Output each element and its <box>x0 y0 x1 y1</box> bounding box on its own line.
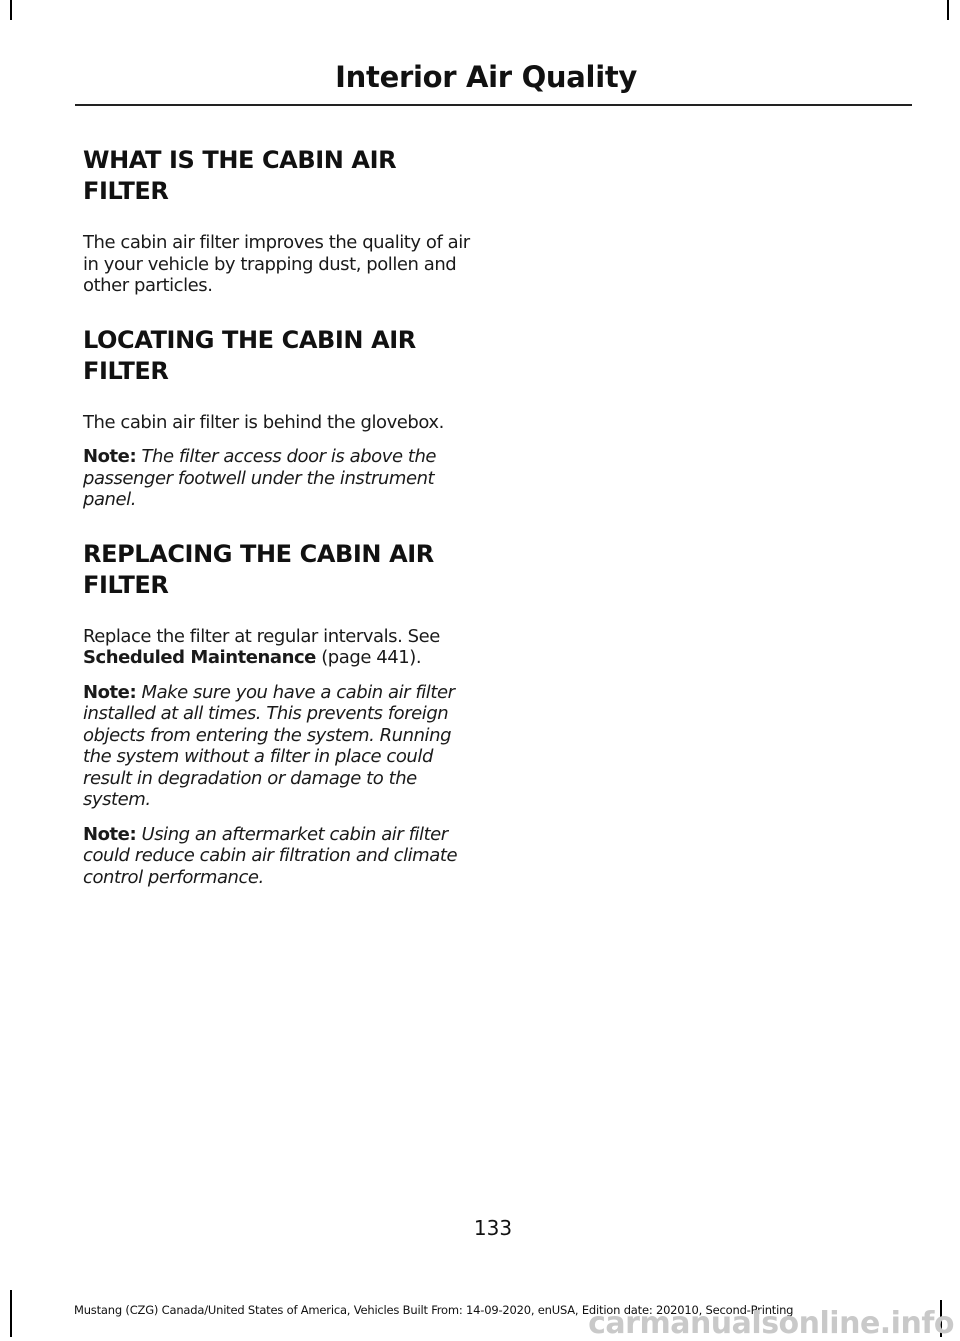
note-replacing-1 <box>83 682 478 811</box>
header-divider <box>75 104 912 106</box>
crop-mark-bottom-left <box>10 1290 12 1337</box>
note-label: Note: <box>83 446 137 467</box>
note-text: The filter access door is above the passenger footwell under the instrument panel. <box>83 446 437 510</box>
page-header-title: Interior Air Quality <box>335 60 637 94</box>
note-label: Note: <box>83 823 137 845</box>
paragraph-locating: The cabin air filter is behind the glovebox. <box>83 411 444 433</box>
heading-line: LOCATING THE CABIN AIR <box>83 325 416 354</box>
note-label: Note: <box>83 681 137 703</box>
section-heading-locating <box>83 325 478 387</box>
note-text: Make sure you have a cabin air filter installed at all times. This prevents foreign objects from entering the system. Running the system without a filter in place could result in degradation or damage to the system. <box>83 681 455 810</box>
paragraph-what-is: The cabin air filter improves the quality of air in your vehicle by trapping dust, pollen and other particles. <box>83 232 470 296</box>
heading-line: FILTER <box>83 356 169 385</box>
heading-line: WHAT IS THE CABIN AIR <box>83 146 397 174</box>
section-heading-what-is <box>83 145 478 207</box>
section-heading-replacing <box>83 539 478 601</box>
note-replacing-2 <box>83 824 478 889</box>
footer-edition-text: Mustang (CZG) Canada/United States of America, Vehicles Built From: 14-09-2020, enUSA, Edition date: 202010, Second-Printing <box>74 1303 794 1317</box>
heading-line: FILTER <box>83 570 169 599</box>
crop-mark-top-right <box>947 0 949 20</box>
heading-line: REPLACING THE CABIN AIR <box>83 539 434 568</box>
page-number: 133 <box>473 1216 513 1240</box>
note-locating <box>83 446 478 511</box>
note-text: Using an aftermarket cabin air filter could reduce cabin air filtration and climate control performance. <box>83 823 458 888</box>
watermark-text: carmanualsonline.info <box>588 1306 954 1341</box>
paragraph-replacing <box>83 626 478 669</box>
scheduled-maintenance-link[interactable]: Scheduled Maintenance <box>83 647 316 668</box>
heading-line: FILTER <box>83 177 169 205</box>
crop-mark-top-left <box>10 0 12 20</box>
content-column <box>83 145 478 901</box>
paragraph-prefix: Replace the filter at regular intervals. See <box>83 625 440 647</box>
xref-page: (page 441). <box>321 647 422 668</box>
